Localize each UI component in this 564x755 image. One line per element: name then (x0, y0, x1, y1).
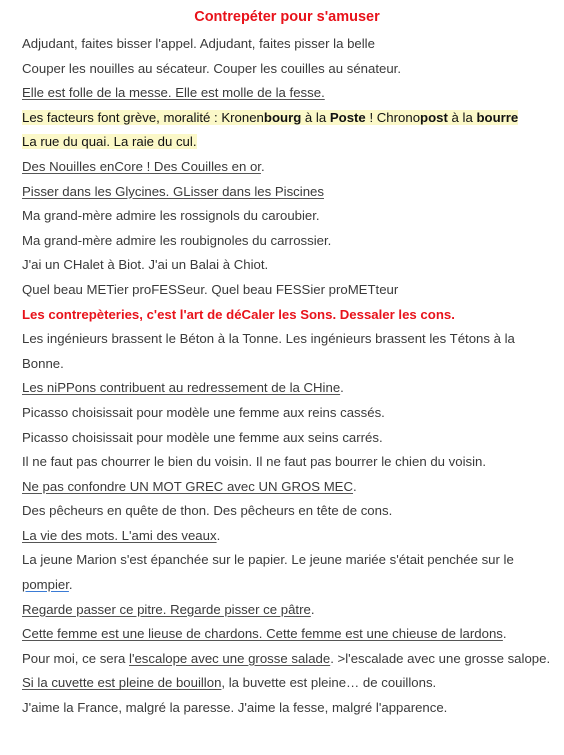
text-line: Ma grand-mère admire les roubignoles du carrossier. (22, 232, 332, 248)
text-line-link[interactable] (22, 524, 552, 549)
highlighted-text (22, 110, 518, 125)
bold-segment: post (420, 109, 448, 125)
text-line: Des pêcheurs en quête de thon. Des pêcheurs en tête de cons. (22, 503, 393, 519)
text-line: Il ne faut pas chourrer le bien du voisin. Il ne faut pas bourrer le chien du voisin. (22, 454, 487, 470)
text-line: J'ai un CHalet à Biot. J'ai un Balai à Chiot. (22, 257, 269, 273)
text-segment: à la (301, 109, 330, 125)
text-line-link[interactable] (22, 180, 552, 205)
text-segment: La jeune Marion s'est épanchée sur le papier. Le jeune mariée s'était penchée sur le (22, 552, 514, 568)
bold-segment: bourg (263, 109, 302, 125)
underlined-text[interactable]: Ne pas confondre UN MOT GREC avec UN GROS MEC (22, 478, 354, 494)
text-segment: . (340, 380, 344, 396)
text-segment: . >l'escalade avec une grosse salope. (330, 650, 551, 666)
highlighted-line (22, 130, 552, 155)
underlined-text[interactable]: Elle est folle de la messe. Elle est molle de la fesse. (22, 85, 325, 101)
text-line-link[interactable] (22, 475, 552, 500)
text-line-link[interactable] (22, 81, 552, 106)
text-line-link[interactable] (22, 155, 552, 180)
text-line: Ma grand-mère admire les rossignols du caroubier. (22, 208, 320, 224)
text-segment: Pour moi, ce sera (22, 650, 130, 666)
text-segment: . (216, 527, 221, 543)
text-line: J'aime la France, malgré la paresse. J'aime la fesse, malgré l'apparence. (22, 700, 448, 716)
bold-segment: Poste (329, 109, 366, 125)
text-segment: . (68, 577, 73, 593)
text-line-link[interactable] (22, 598, 552, 623)
text-line: Picasso choisissait pour modèle une femme aux reins cassés. (22, 404, 385, 420)
page-title: Contrepéter pour s'amuser (194, 9, 380, 25)
underlined-text[interactable]: Si la cuvette est pleine de bouillon (22, 675, 222, 691)
text-segment: , la buvette est pleine… de couillons. (221, 675, 437, 691)
underlined-text[interactable]: Pisser dans les Glycines. GLisser dans les Piscines (22, 183, 324, 199)
red-bold-line: Les contrepèteries, c'est l'art de déCaler les Sons. Dessaler les cons. (22, 306, 455, 322)
text-segment: . (260, 158, 265, 174)
underlined-text[interactable]: La vie des mots. L'ami des veaux (22, 527, 217, 543)
text-line: Adjudant, faites bisser l'appel. Adjudant, faites pisser la belle (22, 36, 375, 51)
text-line-link[interactable] (22, 376, 552, 401)
underlined-text[interactable]: Cette femme est une lieuse de chardons. Cette femme est une chieuse de lardons (22, 626, 503, 642)
underlined-text[interactable]: Regarde passer ce pitre. Regarde pisser ce pâtre (22, 601, 311, 617)
text-segment: ! (365, 109, 377, 125)
text-segment: à la (447, 109, 477, 125)
underlined-text[interactable]: Des Nouilles enCore ! Des Couilles en or (22, 158, 261, 174)
text-segment: . (310, 601, 315, 617)
underlined-text[interactable]: l'escalope avec une grosse salade (129, 650, 331, 666)
text-line: Quel beau METier proFESSeur. Quel beau FESSier proMETteur (22, 281, 399, 297)
text-line (22, 548, 552, 597)
text-line-link[interactable] (22, 622, 552, 647)
text-line: Les ingénieurs brassent le Béton à la Tonne. Les ingénieurs brassent les Tétons à la Bonne. (22, 331, 515, 371)
underlined-text[interactable]: Les niPPons contribuent au redressement de la CHine (22, 380, 341, 396)
text-line-link[interactable] (22, 671, 552, 696)
text-line: Picasso choisissait pour modèle une femme aux seins carrés. (22, 429, 383, 445)
highlighted-text: La rue du quai. La raie du cul. (22, 134, 197, 150)
highlighted-line (22, 106, 552, 131)
text-line (22, 647, 552, 672)
text-segment: Les facteurs font grève, moralité : Kronen (22, 109, 264, 125)
text-line: Couper les nouilles au sécateur. Couper les couilles au sénateur. (22, 60, 402, 76)
bold-segment: bourre (476, 109, 519, 125)
text-segment: . (502, 626, 507, 642)
text-segment: Chrono (376, 109, 421, 125)
text-segment: . (353, 478, 357, 494)
underlined-text[interactable]: pompier (22, 577, 69, 593)
